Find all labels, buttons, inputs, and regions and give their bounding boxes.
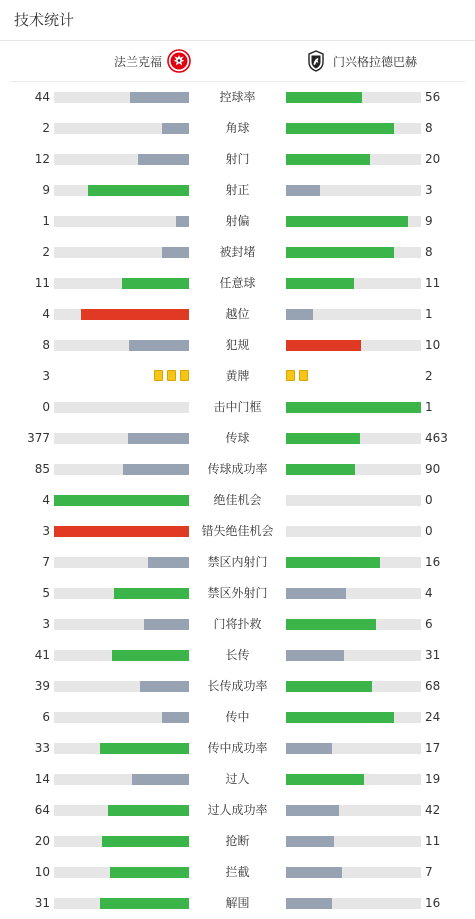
home-bar [54,557,189,568]
away-bar-fill [286,898,332,909]
away-bar-fill [286,650,344,661]
stat-row [0,237,475,268]
away-bar [286,805,421,816]
away-value: 8 [425,245,433,259]
away-bar-fill [286,216,408,227]
home-bar [54,92,189,103]
home-bar [54,836,189,847]
home-value: 85 [34,462,50,476]
away-bar [286,588,421,599]
stat-row [0,826,475,857]
stat-label: 绝佳机会 [213,493,262,507]
yellow-card-icon [299,370,308,381]
stat-row [0,485,475,516]
home-value: 3 [42,617,50,631]
stat-row [0,113,475,144]
teams-header [10,41,465,82]
home-bar [54,464,189,475]
home-bar-fill [54,495,189,506]
home-bar-fill [144,619,189,630]
away-team[interactable] [304,41,417,81]
home-yellow-cards [154,370,189,382]
home-bar-fill [123,464,189,475]
away-bar [286,712,421,723]
away-bar [286,309,421,320]
away-bar-fill [286,92,362,103]
away-value: 7 [425,865,433,879]
home-value: 11 [34,276,50,290]
away-value: 19 [425,772,441,786]
away-value: 31 [425,648,441,662]
home-value: 0 [42,400,50,414]
stat-label: 击中门框 [213,400,262,414]
away-bar [286,681,421,692]
yellow-card-icon [167,370,176,381]
away-bar [286,743,421,754]
stat-row [0,547,475,578]
stat-label: 抢断 [225,834,250,848]
stat-label: 越位 [225,307,250,321]
stat-label: 控球率 [219,90,256,104]
home-bar [54,526,189,537]
home-bar-fill [162,123,189,134]
home-bar [54,123,189,134]
away-value: 8 [425,121,433,135]
away-value: 17 [425,741,441,755]
away-team-name: 门兴格拉德巴赫 [333,54,418,69]
stat-label: 解围 [225,896,250,910]
home-bar [54,712,189,723]
stat-label: 禁区内射门 [207,555,268,569]
away-bar [286,185,421,196]
stat-label: 禁区外射门 [207,586,268,600]
home-value: 7 [42,555,50,569]
away-bar-fill [286,123,394,134]
home-bar-fill [132,774,189,785]
stat-label: 传球 [225,431,250,445]
away-value: 11 [425,276,441,290]
stat-row [0,206,475,237]
home-bar-fill [108,805,190,816]
away-value: 24 [425,710,441,724]
away-value: 6 [425,617,433,631]
away-bar-fill [286,433,360,444]
stat-label: 射门 [225,152,250,166]
away-bar [286,278,421,289]
home-value: 44 [34,90,50,104]
stat-label: 黄牌 [225,369,250,383]
away-value: 0 [425,524,433,538]
away-bar-fill [286,402,421,413]
away-bar-fill [286,743,332,754]
away-bar [286,836,421,847]
home-value: 1 [42,214,50,228]
stat-row [0,764,475,795]
home-value: 3 [42,524,50,538]
away-bar-fill [286,588,346,599]
stat-row [0,175,475,206]
away-bar-fill [286,464,355,475]
away-bar-fill [286,712,394,723]
away-value: 3 [425,183,433,197]
stat-row [0,702,475,733]
home-bar-fill [110,867,189,878]
home-bar [54,309,189,320]
away-bar [286,526,421,537]
home-value: 4 [42,493,50,507]
stat-label: 任意球 [219,276,256,290]
stat-row [0,516,475,547]
away-bar-fill [286,774,364,785]
home-bar [54,774,189,785]
away-bar [286,340,421,351]
away-value: 20 [425,152,441,166]
home-value: 14 [34,772,50,786]
stat-row [0,299,475,330]
away-yellow-cards [286,370,308,382]
home-value: 12 [34,152,50,166]
home-bar-fill [162,247,189,258]
home-value: 20 [34,834,50,848]
away-value: 463 [425,431,448,445]
home-value: 2 [42,121,50,135]
home-bar [54,495,189,506]
stat-label: 被封堵 [219,245,256,259]
home-bar-fill [81,309,189,320]
home-bar [54,805,189,816]
away-value: 42 [425,803,441,817]
home-bar-fill [122,278,190,289]
away-value: 11 [425,834,441,848]
home-team-name: 法兰克福 [114,54,163,69]
home-value: 10 [34,865,50,879]
away-bar-fill [286,681,372,692]
home-team[interactable] [114,41,191,81]
away-value: 1 [425,307,433,321]
home-value: 5 [42,586,50,600]
home-bar-fill [112,650,189,661]
home-value: 6 [42,710,50,724]
stat-row [0,609,475,640]
stat-label: 过人成功率 [207,803,268,817]
home-value: 4 [42,307,50,321]
home-bar-fill [100,743,189,754]
stat-label: 错失绝佳机会 [201,524,274,538]
home-bar [54,185,189,196]
home-bar-fill [114,588,189,599]
yellow-card-icon [286,370,295,381]
stat-row [0,640,475,671]
away-bar [286,216,421,227]
away-bar-fill [286,309,313,320]
home-bar [54,278,189,289]
away-bar-fill [286,154,370,165]
home-bar-fill [102,836,189,847]
away-value: 4 [425,586,433,600]
home-bar [54,433,189,444]
away-value: 56 [425,90,441,104]
away-bar [286,867,421,878]
away-bar [286,402,421,413]
away-value: 9 [425,214,433,228]
away-bar [286,247,421,258]
away-bar-fill [286,340,361,351]
away-bar-fill [286,805,339,816]
stat-row [0,795,475,826]
stat-row [0,857,475,888]
away-value: 0 [425,493,433,507]
home-bar-fill [54,526,189,537]
home-value: 3 [42,369,50,383]
home-bar-fill [100,898,189,909]
home-value: 64 [34,803,50,817]
home-value: 9 [42,183,50,197]
away-bar [286,433,421,444]
stat-row [0,888,475,919]
stat-label: 门将扑救 [213,617,262,631]
away-bar [286,898,421,909]
home-bar [54,898,189,909]
stat-label: 长传 [225,648,250,662]
away-bar-fill [286,278,354,289]
stat-row [0,733,475,764]
stats-list [0,82,475,919]
stat-row [0,454,475,485]
away-bar [286,92,421,103]
home-bar-fill [88,185,189,196]
stat-label: 传球成功率 [207,462,268,476]
home-bar [54,340,189,351]
stat-row [0,82,475,113]
stat-label: 拦截 [225,865,250,879]
away-bar [286,495,421,506]
stat-label: 传中成功率 [207,741,268,755]
away-value: 68 [425,679,441,693]
away-value: 90 [425,462,441,476]
home-value: 41 [34,648,50,662]
stat-row [0,423,475,454]
home-bar [54,650,189,661]
stat-label: 过人 [225,772,250,786]
home-value: 377 [27,431,50,445]
home-bar [54,588,189,599]
home-bar-fill [128,433,189,444]
home-bar-fill [176,216,190,227]
home-bar [54,247,189,258]
away-bar [286,154,421,165]
stat-label: 射正 [225,183,250,197]
away-value: 16 [425,896,441,910]
home-bar [54,743,189,754]
home-bar [54,154,189,165]
away-value: 10 [425,338,441,352]
away-bar-fill [286,247,394,258]
stat-row [0,392,475,423]
away-bar [286,557,421,568]
away-value: 1 [425,400,433,414]
home-bar-fill [138,154,189,165]
home-value: 2 [42,245,50,259]
home-bar [54,402,189,413]
away-value: 2 [425,369,433,383]
home-bar-fill [162,712,189,723]
stat-row [0,144,475,175]
stat-label: 犯规 [225,338,250,352]
away-bar [286,123,421,134]
home-bar [54,619,189,630]
stat-row [0,268,475,299]
home-value: 8 [42,338,50,352]
eagle-crest-icon [167,49,191,73]
home-bar-fill [130,92,189,103]
foal-crest-icon [304,49,328,73]
away-bar [286,774,421,785]
home-bar [54,216,189,227]
away-bar [286,650,421,661]
yellow-card-icon [154,370,163,381]
stat-row [0,578,475,609]
away-bar-fill [286,185,320,196]
stat-label: 角球 [225,121,250,135]
stat-row [0,671,475,702]
away-bar-fill [286,557,380,568]
home-value: 31 [34,896,50,910]
away-bar-fill [286,836,334,847]
home-bar [54,867,189,878]
away-bar [286,464,421,475]
stat-label: 传中 [225,710,250,724]
home-bar-fill [140,681,189,692]
home-bar-fill [148,557,189,568]
away-bar-fill [286,619,376,630]
stat-label: 长传成功率 [207,679,268,693]
away-bar [286,619,421,630]
stat-label: 射偏 [225,214,250,228]
stat-row [0,361,475,392]
away-value: 16 [425,555,441,569]
yellow-card-icon [180,370,189,381]
home-bar-fill [129,340,189,351]
page-title: 技术统计 [0,0,475,41]
stat-row [0,330,475,361]
home-bar [54,681,189,692]
home-value: 39 [34,679,50,693]
away-bar-fill [286,867,342,878]
home-value: 33 [34,741,50,755]
